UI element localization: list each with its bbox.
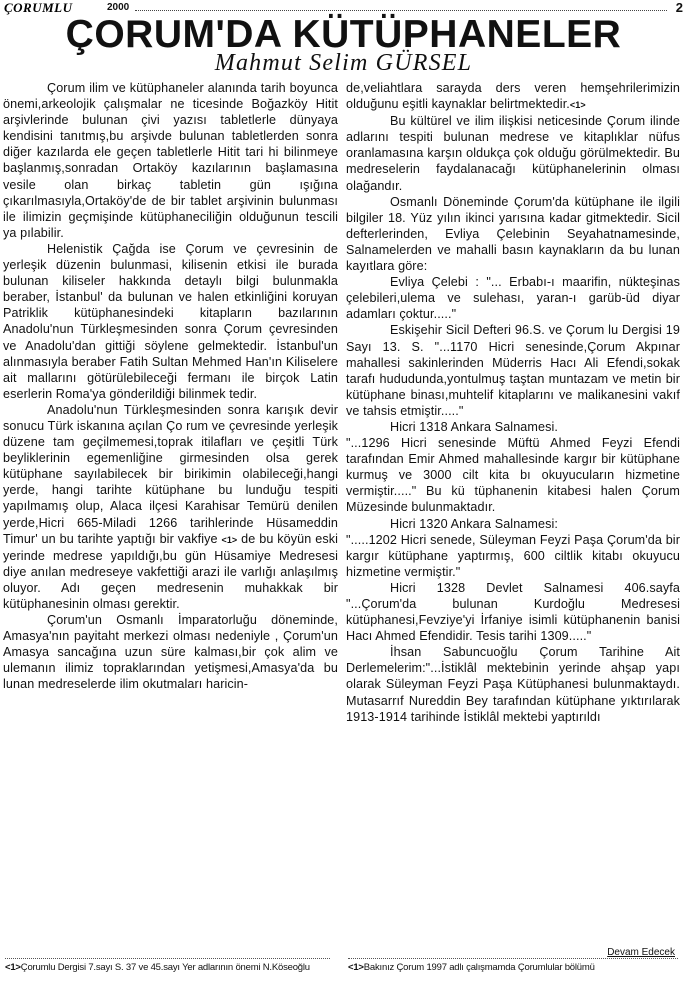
- left-column: [3, 80, 338, 960]
- article-author: Mahmut Selim GÜRSEL: [214, 50, 473, 76]
- right-column: [346, 80, 680, 960]
- paragraph: Helenistik Çağda ise Çorum ve çevresinin de yerleşik düzenin bulunmasi, kilisenin etkisi ile burada bulunan kiliseler hakkında detaylı bilgi bulunmakla beraber, İstanbul' da bulunan ve halen etkinliğini koruyan Patriklik kütüphanesindeki kitapların bazılarının Anadolu'nun Türkleşmesinden sonra Çorum çevresinden ve Anadolu'dan gittiği söylene gelmektedir. İstanbul'un alınmasıyla beraber Fatih Sultan Mehmed Han'ın Kiliselere ait mallarını götürülebileceği fermanı ile birçok Latin eserlerin Roma'ya gönderildiği bilinmek tedir.: [3, 241, 338, 401]
- footnote-rule: [348, 958, 678, 959]
- footnote-ref: <1>: [569, 100, 586, 111]
- continued-label: Devam Edecek: [607, 947, 675, 958]
- footnote-rule: [5, 958, 330, 959]
- footnote-ref: <1>: [221, 534, 238, 545]
- page-number: 2: [675, 0, 683, 15]
- paragraph: Evliya Çelebi : "... Erbabı-ı maarifin, nükteşinas çelebileri,ulema ve sulehası, yaran-ı garüb-üd diyar adamları çoktur.....": [346, 275, 680, 322]
- paragraph: Çorum ilim ve kütüphaneler alanında tarih boyunca önemi,arkeolojik çalışmalar ne ticesinde Boğazköy Hitit arşivlerinde bulunan çivi yazısı tabletlerle dünyaya kendisini tanıtmış,bu arşivde bulunan tabletlerden sonra diğer kazılarda ele geçen tabletlerle Hitit tari hi bilinmeye başlanmış,sonradan Ortaköy kazılarının başlamasına vesile olan birkaç tabletin gün ışığına çıkarılmasıyla,Ortaköy'de de bir tablet arşivinin bulunması ile ilimizin geçmişinde kütüphaneciliğin olduğunun tescili ya pılabilir.: [3, 81, 338, 240]
- paragraph: [346, 80, 680, 113]
- paragraph: Hicri 1320 Ankara Salnamesi:: [390, 516, 559, 531]
- header-year: 2000: [107, 2, 130, 13]
- paragraph: "...1296 Hicri senesinde Müftü Ahmed Feyzi Efendi tarafından Emir Ahmed mahallesinde kargır bir kütüphane kurmuş ve 3000 cilt kita bı okuyucuların hizmetine vermiştir....." Bu kü tüphanenin kitabesi halen Çorum Müzesinde bulunmaktadır.: [346, 436, 680, 515]
- paragraph: Hicri 1318 Ankara Salnamesi.: [390, 419, 559, 434]
- footnote-mark: <1>: [5, 962, 21, 973]
- footnote-text: Çorumlu Dergisi 7.sayı S. 37 ve 45.sayı Yer adlarının önemi N.Köseoğlu: [20, 962, 310, 973]
- magazine-logo: ÇORUMLU: [4, 0, 73, 15]
- paragraph: [3, 402, 338, 612]
- paragraph: Hicri 1328 Devlet Salnamesi 406.sayfa "...Çorum'da bulunan Kurdoğlu Medresesi kütüphanesi,Fevziye'yi İrfaniye isimli kütüphanenin banisi Hacı Ahmed Efendidir. Tesis tarihi 1309.....": [346, 580, 680, 644]
- paragraph-text: de,veliahtlara sarayda ders veren hemşehrilerimizin olduğunu eşitli kaynaklar belirtmektedir.: [346, 81, 680, 112]
- paragraph-text: Anadolu'nun Türkleşmesinden sonra karışık devir sonucu Türk iskanına açılan Ço rum ve çevresinde yerleşik düzene tam geçilmemesi,toprak itilafları ve çeşitli Türk beyliklerinin egemenliğine girmesinden olsa gerek kütüphane sayılabilecek bir birikimin olabileceği,hangi yerde, hangi tarihte kütüphane bu lunduğu tespiti yapılmamış olup, Alaca ilçesi Karahisar Temürü denilen yerde,Hicri 665-Miladi 1266 tarihlerinde Hüsameddin Timur' un bu tarihte yaptığı bir vakfiye: [3, 402, 338, 546]
- footnote-text: Bakınız Çorum 1997 adlı çalışmamda Çorumlular bölümü: [363, 962, 595, 973]
- footnote-mark: <1>: [348, 962, 364, 973]
- paragraph: Çorum'un Osmanlı İmparatorluğu döneminde, Amasya'nın payitaht merkezi olması nedeniyle , Çorum'un Amasya sancağına uzun süre kalması,bir çok alim ve ulemanın ilimiz topraklarından yetişmesi,Amasya'da bu lunan medreselerde ilim okutmaları haricin-: [3, 613, 338, 692]
- paragraph: Eskişehir Sicil Defteri 96.S. ve Çorum lu Dergisi 19 Sayı 13. S. "...1170 Hicri senesinde,Çorum Akpınar mahallesi sakinlerinden Müderris Hacı Ali Efendi,sokak tarafı hududunda,yontulmuş taştan muntazam ve metin bir kütüphane binası,muhtelif kitaplarını ve malikanesini vakıf ve tahsis etmiştir.....": [346, 323, 680, 418]
- paragraph-text: de bu köyün eski yerinde medrese yapıldığı,bu gün Hüsamiye Medresesi diye anılan medreseye vakfettiği arazi ile varlığı anlaşılmış oluyor. Adı geçen medresenin muhakkak bir kütüphanesinin olması gerektir.: [3, 531, 338, 611]
- header-rule: [135, 10, 667, 11]
- footnote-right: [348, 962, 684, 974]
- paragraph: Osmanlı Döneminde Çorum'da kütüphane ile ilgili bilgiler 18. Yüz yılın ikinci yarısına kadar gitmektedir. Sicil defterlerinden, Evliya Çelebinin Seyahatnamesinde, Salnamelerden ve mahalli basın kaynakların da bu lunan kayıtlara göre:: [346, 194, 680, 274]
- footnote-left: [5, 962, 335, 974]
- paragraph: İhsan Sabuncuoğlu Çorum Tarihine Ait Derlemelerim:"...İstiklâl mektebinin yerinde ahşap yapı olarak Süleyman Feyzi Paşa Kütüphanesi bulunmaktaydı. Mutasarrıf Nureddin Bey tarafından kütüphane yıktırılarak 1913-1914 tarihinde İstiklâl mektebi yaptırıldı: [346, 645, 680, 724]
- paragraph: Bu kültürel ve ilim ilişkisi neticesinde Çorum ilinde adlarını tespiti bulunan medrese ve kitaplıklar nüfus oranlamasına karşın oldukça çok olduğu görülmektedir. Bu medreselerin faydalanacağı kütüphanelerinin olması olağandır.: [346, 114, 680, 193]
- article-title: ÇORUM'DA KÜTÜPHANELER: [65, 13, 622, 56]
- paragraph: ".....1202 Hicri senede, Süleyman Feyzi Paşa Çorum'da bir kargır kütüphane yaptırmış, 600 ciltlik kitabı okuyucu hizmetine vermiştir.": [346, 532, 680, 579]
